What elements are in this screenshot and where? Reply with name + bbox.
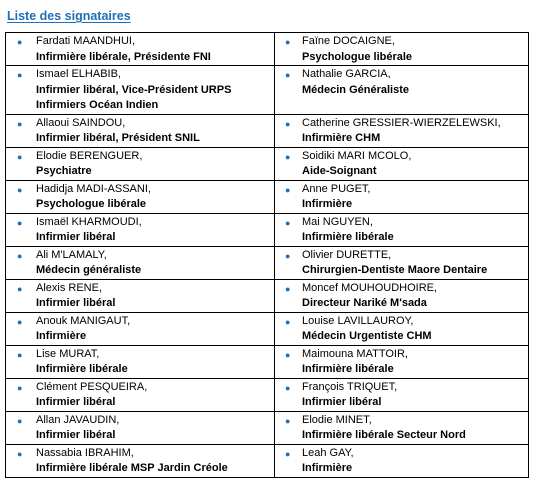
signatory-name: Elodie MINET, <box>302 413 372 426</box>
bullet-icon: ● <box>285 250 291 261</box>
signatory-role: Infirmière libérale Secteur Nord <box>302 429 466 441</box>
signatory-role: Infirmière <box>302 462 353 474</box>
signatory-entry <box>6 379 274 411</box>
signatory-role: Directeur Nariké M'sada <box>302 297 427 309</box>
signatory-name: Ali M'LAMALY, <box>36 248 107 261</box>
bullet-icon: ● <box>285 184 291 195</box>
signatory-name: Louise LAVILLAUROY, <box>302 314 414 327</box>
signatory-cell-right <box>275 213 529 246</box>
bullet-icon: ● <box>17 151 23 162</box>
signatory-entry <box>6 214 274 246</box>
signatory-role: Infirmière libérale, Présidente FNI <box>36 50 211 63</box>
bullet-icon: ● <box>285 118 291 129</box>
signatory-entry <box>6 115 274 147</box>
signatory-role: Médecin Urgentiste CHM <box>302 330 432 342</box>
signatory-entry <box>6 247 274 279</box>
signatory-role: Psychiatre <box>36 165 92 177</box>
signatory-entry <box>275 181 528 213</box>
signatory-cell-left <box>6 246 275 279</box>
bullet-icon: ● <box>285 382 291 393</box>
signatory-entry <box>275 313 528 345</box>
table-row <box>6 378 529 411</box>
table-row <box>6 180 529 213</box>
signatory-role: Infirmière CHM <box>302 132 381 144</box>
signatory-entry <box>275 247 528 279</box>
signatory-name: Allan JAVAUDIN, <box>36 413 120 426</box>
signatory-name: Ismael ELHABIB, <box>36 68 121 80</box>
signatory-cell-left <box>6 312 275 345</box>
signatory-cell-left <box>6 180 275 213</box>
signatory-role: Infirmier libéral <box>36 429 116 441</box>
signatory-name: Catherine GRESSIER-WIERZELEWSKI, <box>302 116 501 129</box>
table-row <box>6 279 529 312</box>
table-row <box>6 312 529 345</box>
signatory-role: Infirmière libérale <box>36 363 128 375</box>
signatory-name: Soidiki MARI MCOLO, <box>302 149 412 162</box>
bullet-icon: ● <box>285 316 291 327</box>
signatory-role: Psychologue libérale <box>36 198 147 210</box>
signatory-cell-left <box>6 66 275 115</box>
signatory-cell-right <box>275 312 529 345</box>
bullet-icon: ● <box>285 283 291 294</box>
signatory-role: Infirmière libérale <box>302 231 394 243</box>
signatory-cell-right <box>275 378 529 411</box>
table-row <box>6 345 529 378</box>
signatory-cell-left <box>6 279 275 312</box>
bullet-icon: ● <box>17 184 23 195</box>
signatory-entry <box>275 33 528 65</box>
bullet-icon: ● <box>285 37 291 47</box>
bullet-icon: ● <box>17 118 23 129</box>
bullet-icon: ● <box>17 37 23 47</box>
signatory-cell-right <box>275 66 529 115</box>
signatory-entry <box>275 346 528 378</box>
signatory-name: Ismaël KHARMOUDI, <box>36 215 142 228</box>
signatory-role: Infirmière <box>302 198 353 210</box>
signatory-role: Infirmière libérale MSP Jardin Créole <box>36 462 228 474</box>
signatory-name: Clément PESQUEIRA, <box>36 380 148 393</box>
signatory-cell-left <box>6 345 275 378</box>
table-row <box>6 33 529 66</box>
signatory-entry <box>6 66 274 114</box>
signatory-cell-right <box>275 180 529 213</box>
bullet-icon: ● <box>17 70 23 80</box>
signatory-entry <box>275 412 528 444</box>
signatories-table-body <box>6 33 529 478</box>
signatory-cell-left <box>6 114 275 147</box>
signatory-cell-left <box>6 411 275 444</box>
signatory-cell-left <box>6 213 275 246</box>
bullet-icon: ● <box>285 70 291 80</box>
signatory-name: Nathalie GARCIA, <box>302 68 391 80</box>
signatory-cell-right <box>275 444 529 477</box>
table-row <box>6 147 529 180</box>
signatory-entry <box>6 445 274 477</box>
signatory-cell-left <box>6 444 275 477</box>
signatory-name: François TRIQUET, <box>302 380 398 393</box>
bullet-icon: ● <box>17 250 23 261</box>
signatory-entry <box>6 181 274 213</box>
signatory-name: Alexis RENE, <box>36 281 103 294</box>
signatory-name: Elodie BERENGUER, <box>36 149 143 162</box>
signatory-name: Maimouna MATTOIR, <box>302 347 408 360</box>
signatory-entry <box>275 148 528 180</box>
signatory-cell-right <box>275 246 529 279</box>
bullet-icon: ● <box>17 217 23 228</box>
signatory-entry <box>275 445 528 477</box>
signatory-role: Infirmier libéral <box>36 297 116 309</box>
signatory-name: Hadidja MADI-ASSANI, <box>36 182 151 195</box>
signatory-role: Infirmier libéral <box>302 396 382 408</box>
signatory-role: Infirmière <box>36 330 87 342</box>
bullet-icon: ● <box>17 316 23 327</box>
signatory-entry <box>275 66 528 98</box>
signatory-entry <box>6 33 274 65</box>
signatory-name: Mai NGUYEN, <box>302 215 373 228</box>
signatory-cell-left <box>6 378 275 411</box>
signatory-role: Médecin généraliste <box>36 264 142 276</box>
signatory-name: Allaoui SAINDOU, <box>36 116 126 129</box>
signatory-entry <box>6 412 274 444</box>
signatory-entry <box>6 280 274 312</box>
table-row <box>6 114 529 147</box>
signatory-role: Médecin Généraliste <box>302 83 409 96</box>
bullet-icon: ● <box>17 349 23 360</box>
signatory-cell-right <box>275 147 529 180</box>
signatory-name: Olivier DURETTE, <box>302 248 392 261</box>
signatory-entry <box>275 214 528 246</box>
bullet-icon: ● <box>285 415 291 426</box>
signatories-table <box>5 32 529 478</box>
signatory-entry <box>275 115 528 147</box>
signatory-name: Moncef MOUHOUDHOIRE, <box>302 281 438 294</box>
signatory-entry <box>6 313 274 345</box>
signatory-role: Infirmier libéral <box>36 231 116 243</box>
signatory-entry <box>6 346 274 378</box>
bullet-icon: ● <box>285 349 291 360</box>
signatory-role: Infirmiers Océan Indien <box>36 99 159 111</box>
bullet-icon: ● <box>285 448 291 459</box>
signatory-name: Lise MURAT, <box>36 347 100 360</box>
bullet-icon: ● <box>17 283 23 294</box>
signatory-role: Psychologue libérale <box>302 50 413 63</box>
bullet-icon: ● <box>17 448 23 459</box>
signatory-role: Infirmier libéral <box>36 396 116 408</box>
bullet-icon: ● <box>285 217 291 228</box>
table-row <box>6 66 529 115</box>
signatory-entry <box>6 148 274 180</box>
signatory-name: Fardati MAANDHUI, <box>36 35 136 47</box>
signatory-cell-right <box>275 279 529 312</box>
signatory-cell-left <box>6 33 275 66</box>
signatory-name: Anouk MANIGAUT, <box>36 314 131 327</box>
signatory-cell-right <box>275 345 529 378</box>
signatory-role: Infirmier libéral, Président SNIL <box>36 132 200 144</box>
signatory-name: Nassabia IBRAHIM, <box>36 446 134 459</box>
signatory-name: Leah GAY, <box>302 446 354 459</box>
signatory-name: Anne PUGET, <box>302 182 371 195</box>
bullet-icon: ● <box>17 382 23 393</box>
table-row <box>6 246 529 279</box>
signatory-role: Infirmier libéral, Vice-Président URPS <box>36 83 232 96</box>
signatory-entry <box>275 280 528 312</box>
signatory-cell-right <box>275 114 529 147</box>
page-title: Liste des signataires <box>7 9 131 23</box>
signatory-cell-right <box>275 411 529 444</box>
signatory-cell-right <box>275 33 529 66</box>
signatory-cell-left <box>6 147 275 180</box>
signatory-role: Infirmière libérale <box>302 363 394 375</box>
table-row <box>6 213 529 246</box>
signatory-entry <box>275 379 528 411</box>
signatory-name: Faïne DOCAIGNE, <box>302 35 395 47</box>
signatory-role: Chirurgien-Dentiste Maore Dentaire <box>302 264 488 276</box>
bullet-icon: ● <box>285 151 291 162</box>
bullet-icon: ● <box>17 415 23 426</box>
table-row <box>6 411 529 444</box>
signatory-role: Aide-Soignant <box>302 165 377 177</box>
table-row <box>6 444 529 477</box>
